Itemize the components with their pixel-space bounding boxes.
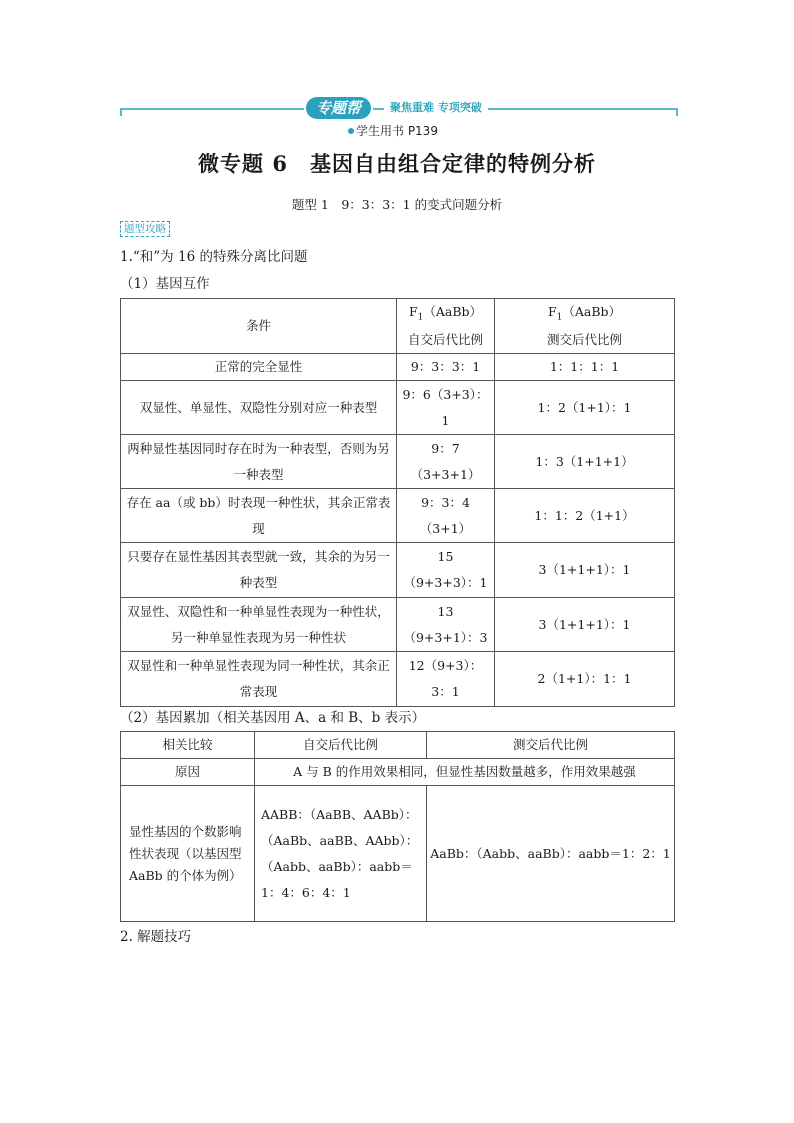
header-test-cross: $F_1(AaBb)$ 测交后代比例 bbox=[495, 299, 675, 354]
row-self-ratio: 9：3：4（3+1） bbox=[397, 489, 495, 543]
effect-test-ratio: AaBb：（Aabb、aaBb）：aabb＝1：2：1 bbox=[427, 786, 675, 922]
page-reference bbox=[348, 122, 438, 139]
row-test-ratio: 2（1+1）：1：1 bbox=[495, 652, 675, 707]
row-condition: 双显性、单显性、双隐性分别对应一种表型 bbox=[121, 381, 397, 435]
row-self-ratio: 9：3：3：1 bbox=[397, 354, 495, 381]
banner-label: 专题帮 bbox=[306, 97, 371, 119]
bullet-dot-icon bbox=[348, 128, 354, 134]
header-compare: 相关比较 bbox=[121, 732, 255, 759]
table-row bbox=[121, 381, 675, 435]
page-subtitle: 题型 1 9：3：3：1 的变式问题分析 bbox=[291, 197, 503, 212]
table-row bbox=[121, 543, 675, 598]
section1-heading: 1.“和”为 16 的特殊分离比问题 bbox=[120, 249, 308, 265]
row-test-ratio: 1：3（1+1+1） bbox=[495, 435, 675, 489]
gene-accumulation-table bbox=[120, 731, 675, 922]
table-row bbox=[121, 354, 675, 381]
row-test-ratio: 3（1+1+1）：1 bbox=[495, 543, 675, 598]
section-banner bbox=[120, 96, 678, 120]
row-condition: 只要存在显性基因其表型就一致，其余的为另一种表型 bbox=[121, 543, 397, 598]
strategy-badge: 题型攻略 bbox=[120, 221, 170, 237]
header-self-ratio: 自交后代比例 bbox=[255, 732, 427, 759]
banner-hook-right bbox=[670, 108, 678, 116]
header-self-cross: $F_1(AaBb)$ 自交后代比例 bbox=[397, 299, 495, 354]
banner-tagline: 聚焦重难 专项突破 bbox=[384, 99, 488, 117]
table-row bbox=[121, 489, 675, 543]
header-condition: 条件 bbox=[121, 299, 397, 354]
table-row bbox=[121, 598, 675, 652]
row-condition: 正常的完全显性 bbox=[121, 354, 397, 381]
row-condition: 双显性和一种单显性表现为同一种性状，其余正常表现 bbox=[121, 652, 397, 707]
table-row bbox=[121, 435, 675, 489]
reason-label: 原因 bbox=[121, 759, 255, 786]
table-row bbox=[121, 652, 675, 707]
row-self-ratio: 12（9+3）：3：1 bbox=[397, 652, 495, 707]
header-test-ratio: 测交后代比例 bbox=[427, 732, 675, 759]
page-reference-text: 学生用书 P139 bbox=[356, 124, 438, 138]
effect-label: 显性基因的个数影响性状表现（以基因型 AaBb 的个体为例） bbox=[121, 786, 255, 922]
table-row bbox=[121, 786, 675, 922]
table-header-row bbox=[121, 299, 675, 354]
subsection-gene-interaction: （1）基因互作 bbox=[120, 276, 210, 292]
row-condition: 两种显性基因同时存在时为一种表型，否则为另一种表型 bbox=[121, 435, 397, 489]
page-title: 微专题 6 基因自由组合定律的特例分析 bbox=[198, 151, 596, 176]
row-test-ratio: 3（1+1+1）：1 bbox=[495, 598, 675, 652]
row-self-ratio: 15（9+3+3）：1 bbox=[397, 543, 495, 598]
row-self-ratio: 13（9+3+1）：3 bbox=[397, 598, 495, 652]
row-condition: 存在 aa（或 bb）时表现一种性状，其余正常表现 bbox=[121, 489, 397, 543]
table-header-row bbox=[121, 732, 675, 759]
row-test-ratio: 1：2（1+1）：1 bbox=[495, 381, 675, 435]
row-test-ratio: 1：1：2（1+1） bbox=[495, 489, 675, 543]
banner-hook-left bbox=[120, 108, 128, 116]
subsection-gene-accumulation: （2）基因累加（相关基因用 A、a 和 B、b 表示） bbox=[120, 710, 426, 726]
row-condition: 双显性、双隐性和一种单显性表现为一种性状，另一种单显性表现为另一种性状 bbox=[121, 598, 397, 652]
row-self-ratio: 9：6（3+3）：1 bbox=[397, 381, 495, 435]
section2-heading: 2. 解题技巧 bbox=[120, 929, 192, 945]
reason-text: A 与 B 的作用效果相同，但显性基因数量越多，作用效果越强 bbox=[255, 759, 675, 786]
gene-interaction-table bbox=[120, 298, 675, 707]
effect-self-ratio: AABB：（AaBB、AABb）：（AaBb、aaBB、AAbb）：（Aabb、aaBb）：aabb＝1：4：6：4：1 bbox=[255, 786, 427, 922]
table-row bbox=[121, 759, 675, 786]
row-self-ratio: 9：7（3+3+1） bbox=[397, 435, 495, 489]
row-test-ratio: 1：1：1：1 bbox=[495, 354, 675, 381]
